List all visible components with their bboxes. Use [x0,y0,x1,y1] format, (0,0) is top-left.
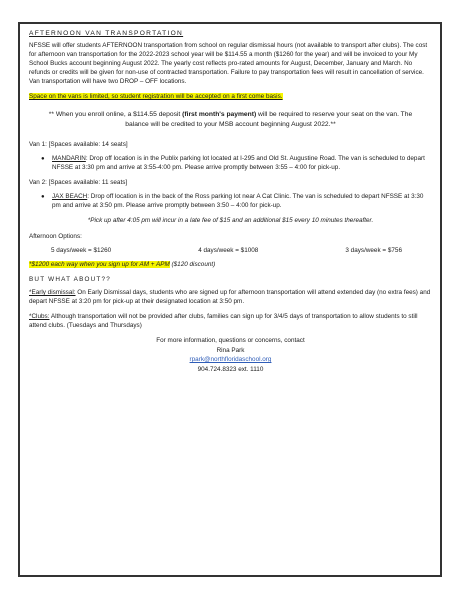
van2-text [52,192,432,210]
document-title: AFTERNOON VAN TRANSPORTATION [29,30,184,37]
deposit-text-post: will be required to reserve your seat on the van. The balance will be credited to your MSB account beginning August 2022.** [125,111,413,128]
van1-text [52,154,432,172]
van1-heading: Van 1: [Spaces available: 14 seats] [29,141,128,149]
late-fee-note: *Pick up after 4:05 pm will incur in a late fee of $15 and an additional $15 every 10 minutes thereafter. [87,217,374,225]
option-three-days: 3 days/week = $756 [345,247,402,255]
options-heading: Afternoon Options: [29,233,82,241]
bullet-dot-icon: ● [41,194,45,201]
contact-intro: For more information, questions or concerns, contact [156,337,305,345]
space-notice [29,92,432,101]
van2-heading: Van 2: [Spaces available: 11 seats] [29,179,128,187]
early-dismissal-text: On Early Dismissal days, students who are signed up for afternoon transportation will attend extended day (no extra fees) and depart NFSSE at 3:20 pm for pick-up at their designated location at 3:50 pm. [29,289,431,306]
discount-highlight: *$1200 each way when you sign up for AM + APM [29,261,170,269]
deposit-text-bold: (first month's payment) [182,111,257,119]
what-about-heading: BUT WHAT ABOUT?? [29,276,111,284]
van1-location: MANDARIN [52,155,86,163]
contact-footer [29,336,432,374]
contact-phone: 904.724.8323 ext. 1110 [197,365,264,373]
van2-location: JAX BEACH [52,193,88,201]
clubs-label: *Clubs: [29,313,50,321]
early-dismissal-label: *Early dismissal: [29,289,76,297]
discount-line [29,260,432,269]
van2-bullet [29,192,432,210]
van1-bullet [29,154,432,172]
van1-details: : Drop off location is in the Publix parking lot located at I-295 and Old St. Augustine Road. The van is scheduled to depart NFSSE at 3:30 pm and arrive at 3:55-4:00 pm. Please arrive promptly between 3:55 – 4:00 for pick-up. [52,155,425,172]
intro-paragraph: NFSSE will offer students AFTERNOON transportation from school on regular dismissal hours (not available to transport after clubs). The cost for afternoon van transportation for the 2022-2023 school year will be $114.55 a month ($1260 for the year) and will be invoiced to your My School Bucks account beginning August 2022. The yearly cost reflects pro-rated amounts for August, December, January and March. No refunds or credits will be given for non-use of contracted transportation. Failure to pay transportation fees will result in cancellation of service. Van transportation will have two DROP – OFF locations. [29,42,428,86]
option-four-days: 4 days/week = $1008 [198,247,259,255]
option-five-days: 5 days/week = $1260 [51,247,112,255]
contact-name: Rina Park [216,346,245,354]
clubs-text: Although transportation will not be provided after clubs, families can sign up for 3/4/5 days of transportation to allow students to still attend clubs. (Tuesdays and Thursdays) [29,313,418,330]
discount-note: ($120 discount) [169,261,216,269]
document-page [18,22,442,577]
clubs-paragraph [29,312,432,330]
deposit-notice [29,110,432,129]
space-notice-highlight: Space on the vans is limited, so student registration will be accepted on a first come basis. [29,93,283,101]
options-row [29,246,432,255]
early-dismissal-paragraph [29,288,432,306]
bullet-dot-icon: ● [41,156,45,163]
contact-email-link[interactable]: rpark@northfloridaschool.org [189,356,272,364]
van2-details: : Drop off location is in the back of the Ross parking lot near A Cat Clinic. The van is scheduled to depart NFSSE at 3:30 pm and arrive at 3:50 pm. Please arrive promptly between 3:50 – 4:00 for pick-up. [52,193,424,210]
deposit-text-pre: ** When you enroll online, a $114.55 deposit [48,111,183,119]
